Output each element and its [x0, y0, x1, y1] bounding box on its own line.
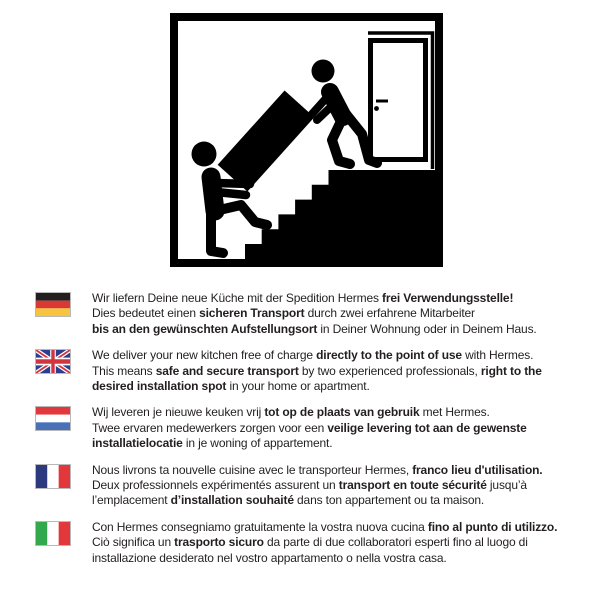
netherlands-flag-icon: [36, 407, 70, 430]
language-text: [92, 348, 600, 394]
language-text: [92, 463, 600, 509]
language-block-german: [36, 291, 600, 337]
text-line: Twee ervaren medewerkers zorgen voor een veilige levering tot aan de gewenste: [92, 420, 527, 435]
delivery-pictogram-svg: [170, 13, 443, 267]
language-block-french: [36, 463, 600, 509]
italy-flag-icon: [36, 522, 70, 545]
moving-box: [218, 90, 315, 191]
text-line: l’emplacement d’installation souhaité dans ton appartement ou ta maison.: [92, 493, 485, 508]
staircase: [245, 170, 435, 259]
france-flag-icon: [36, 465, 70, 488]
text-line: This means safe and secure transport by two experienced professionals, right to the: [92, 363, 542, 378]
text-line: bis an den gewünschten Aufstellungsort in Deiner Wohnung oder in Deinem Haus.: [92, 321, 537, 336]
language-block-italian: [36, 520, 600, 566]
delivery-pictogram: [170, 13, 443, 267]
text-line: Wij leveren je nieuwe keuken vrij tot op de plaats van gebruik met Hermes.: [92, 405, 490, 420]
text-line: Con Hermes consegniamo gratuitamente la vostra nuova cucina fino al punto di utilizzo.: [92, 519, 558, 534]
language-list: [36, 291, 600, 577]
language-text: [92, 405, 600, 451]
text-line: Wir liefern Deine neue Küche mit der Spedition Hermes frei Verwendungsstelle!: [92, 291, 514, 305]
text-line: We deliver your new kitchen free of charge directly to the point of use with Hermes.: [92, 348, 534, 363]
germany-flag-icon: [36, 293, 70, 316]
language-block-english: [36, 348, 600, 394]
text-line: Ciò significa un trasporto sicuro da parte di due collaboratori esperti fino al luogo di: [92, 535, 528, 550]
upper-worker-figure: [312, 60, 378, 165]
uk-flag-icon: [36, 350, 70, 373]
language-text: [92, 291, 600, 337]
text-line: Dies bedeutet einen sicheren Transport durch zwei erfahrene Mitarbeiter: [92, 306, 475, 321]
text-line: installazione desiderato nel vostro appartamento o nella vostra casa.: [92, 550, 447, 565]
apartment-door: [368, 33, 433, 169]
text-line: Deux professionnels expérimentés assurent un transport en toute sécurité jusqu’à: [92, 478, 527, 493]
text-line: Nous livrons ta nouvelle cuisine avec le transporteur Hermes, franco lieu d'utilisation.: [92, 462, 543, 477]
language-text: [92, 520, 600, 566]
text-line: desired installation spot in your home or apartment.: [92, 379, 370, 394]
language-block-dutch: [36, 405, 600, 451]
text-line: installatielocatie in je woning of appartement.: [92, 436, 333, 451]
